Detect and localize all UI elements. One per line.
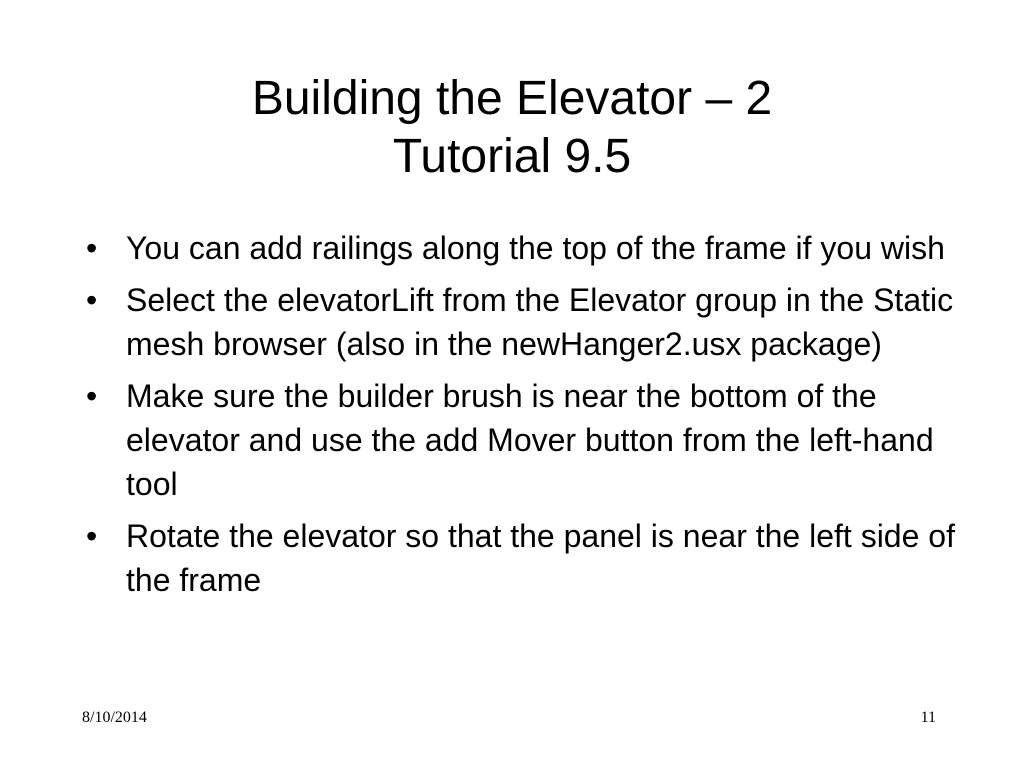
footer-date: 8/10/2014 <box>82 709 147 726</box>
bullet-list <box>86 226 956 610</box>
bullet-text-1: You can add railings along the top of the frame if you wish <box>126 230 945 266</box>
slide-title-line-2: Tutorial 9.5 <box>392 130 632 183</box>
bullet-point-icon: • <box>86 230 98 266</box>
slide-title <box>0 70 1024 186</box>
bullet-point-icon: • <box>86 518 98 554</box>
bullet-item-2 <box>86 278 956 366</box>
bullet-item-4 <box>86 514 956 602</box>
bullet-point-icon: • <box>86 282 98 318</box>
bullet-text-2: Select the elevatorLift from the Elevator group in the Static mesh browser (also in the newHanger2.usx package) <box>126 282 954 362</box>
bullet-point-icon: • <box>86 378 98 414</box>
bullet-item-3 <box>86 374 956 506</box>
slide-title-line-1: Building the Elevator – 2 <box>251 72 773 125</box>
bullet-text-3: Make sure the builder brush is near the bottom of the elevator and use the add Mover button from the left-hand tool <box>126 378 934 502</box>
bullet-item-1 <box>86 226 956 270</box>
bullet-text-4: Rotate the elevator so that the panel is near the left side of the frame <box>126 518 955 598</box>
page-number: 11 <box>920 709 936 726</box>
